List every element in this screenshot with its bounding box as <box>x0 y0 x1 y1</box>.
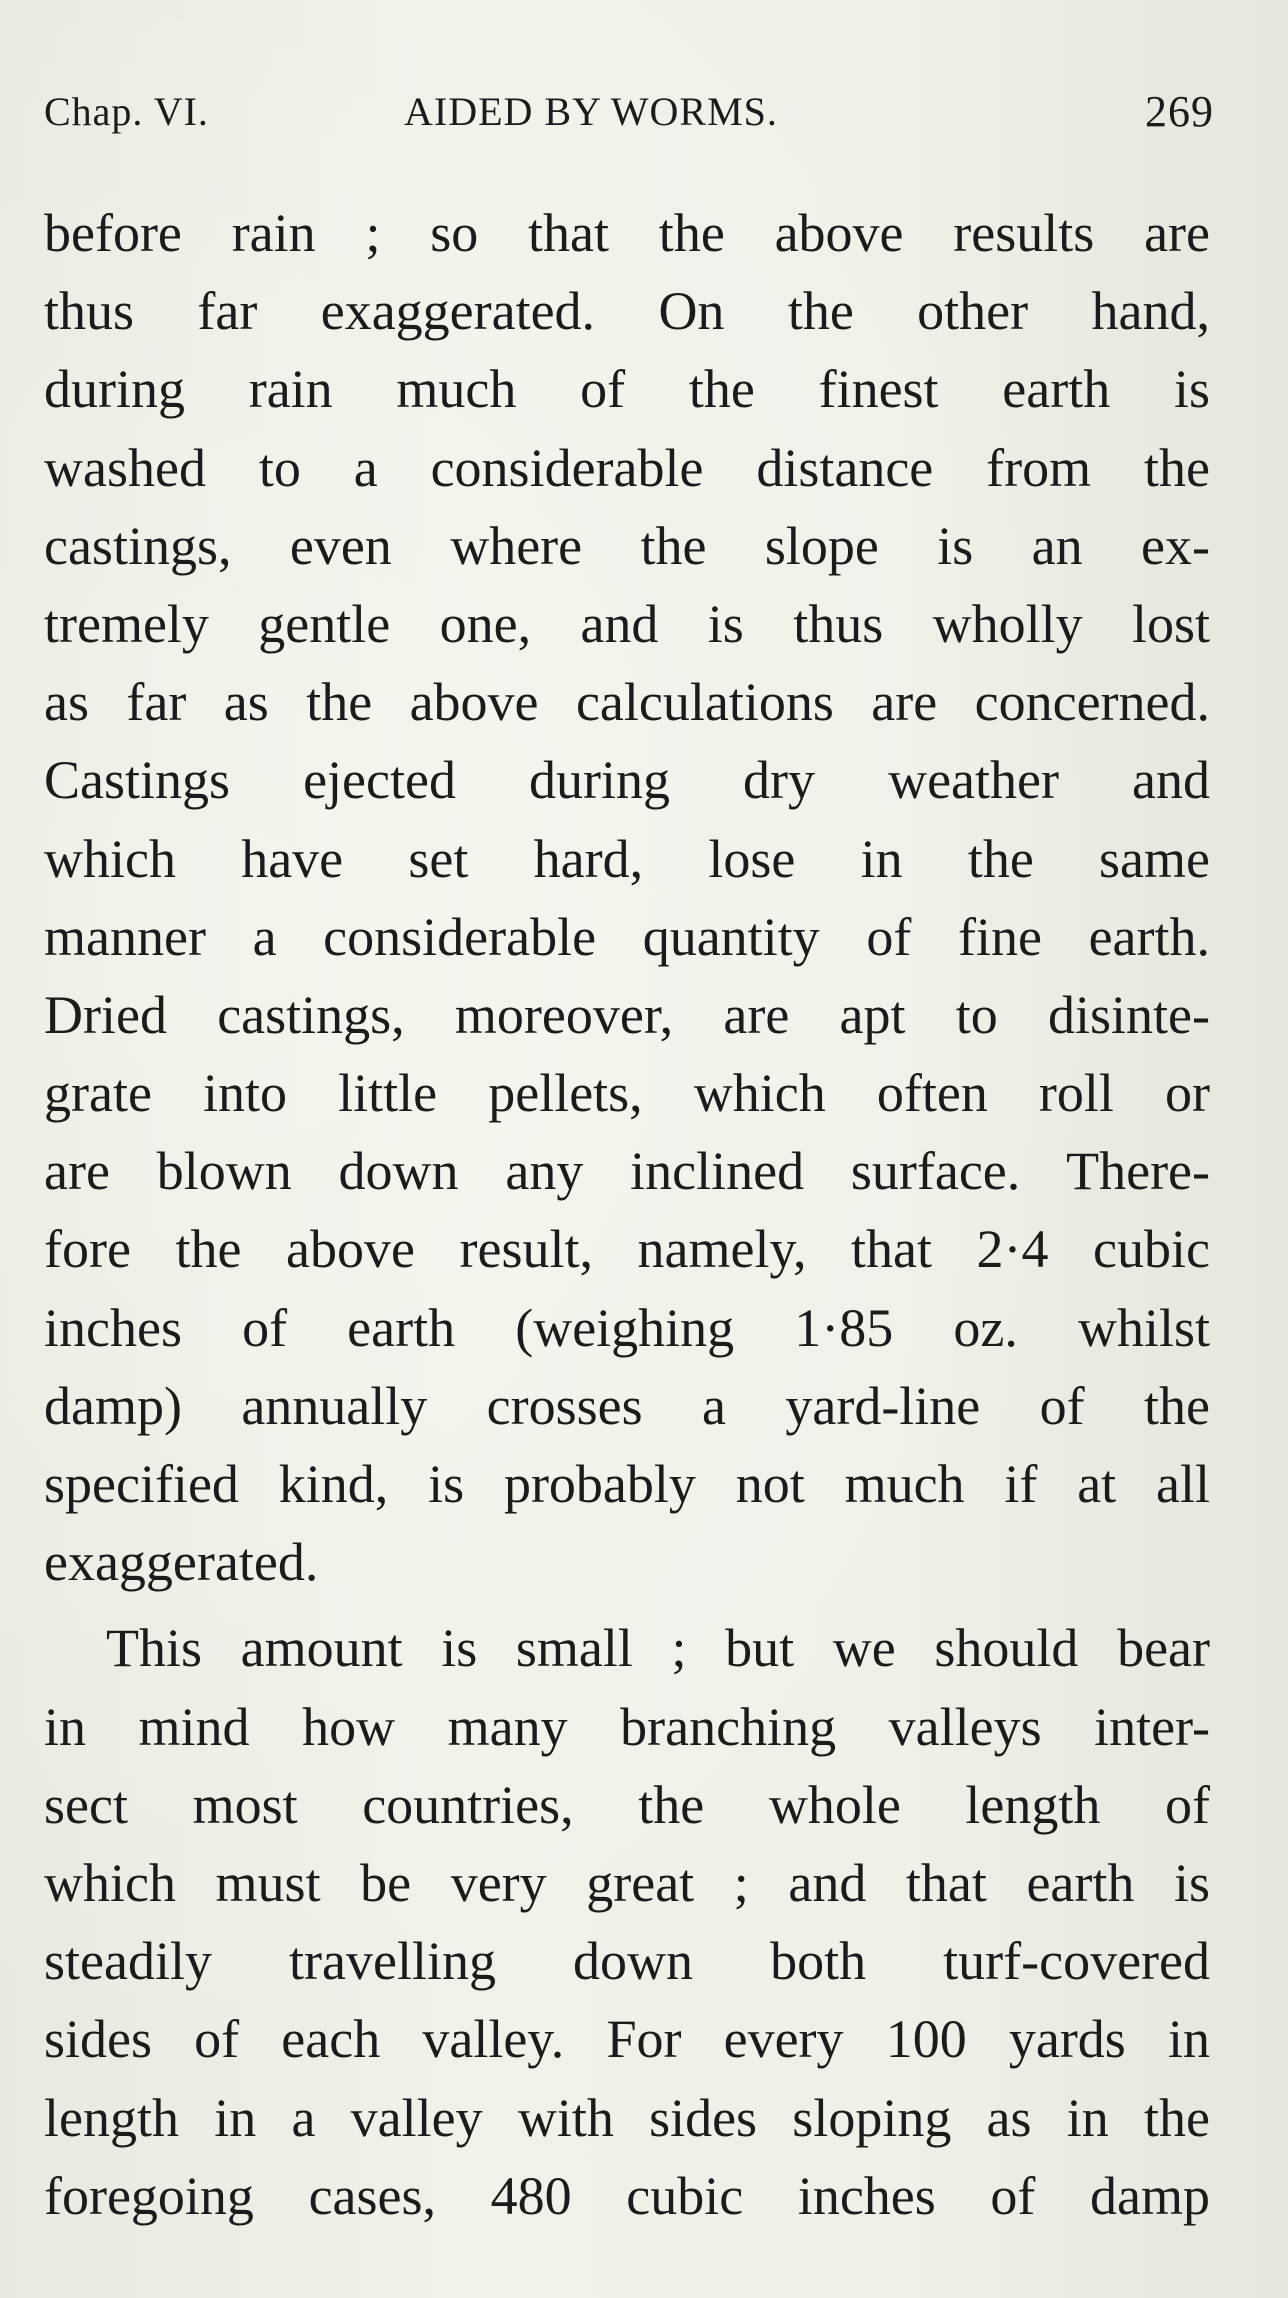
text-line: thus far exaggerated. On the other hand, <box>44 281 1210 342</box>
text-line: are blown down any inclined surface. There- <box>44 1141 1210 1202</box>
text-line: which have set hard, lose in the same <box>44 828 1210 889</box>
text-line: fore the above result, namely, that 2·4 cubic <box>44 1219 1210 1280</box>
text-line: before rain ; so that the above results are <box>44 203 1210 263</box>
page-number: 269 <box>1145 87 1214 136</box>
text-line: castings, even where the slope is an ex- <box>44 515 1210 576</box>
text-line: foregoing cases, 480 cubic inches of damp <box>44 2165 1210 2226</box>
text-line: tremely gentle one, and is thus wholly lost <box>44 593 1210 654</box>
text-line: inches of earth (weighing 1·85 oz. whilst <box>44 1297 1210 1358</box>
text-line: sect most countries, the whole length of <box>44 1774 1210 1835</box>
running-title: AIDED BY WORMS. <box>404 89 778 134</box>
text-line: in mind how many branching valleys inter- <box>44 1696 1210 1757</box>
text-line: exaggerated. <box>44 1532 319 1593</box>
paragraph-2 <box>44 1609 1210 2235</box>
text-line: as far as the above calculations are concerned. <box>44 672 1210 733</box>
running-header <box>44 82 1214 142</box>
text-line: length in a valley with sides sloping as in the <box>44 2087 1210 2148</box>
text-line: washed to a considerable distance from the <box>44 437 1210 498</box>
body-text <box>44 194 1210 2235</box>
text-line: steadily travelling down both turf-covered <box>44 1931 1210 1992</box>
text-line: grate into little pellets, which often roll or <box>44 1063 1210 1124</box>
text-line: sides of each valley. For every 100 yards in <box>44 2009 1210 2070</box>
text-line: manner a considerable quantity of fine earth. <box>44 906 1210 967</box>
paragraph-1 <box>44 194 1210 1601</box>
text-line: Castings ejected during dry weather and <box>44 750 1210 811</box>
text-line: specified kind, is probably not much if at all <box>44 1454 1210 1514</box>
text-line: which must be very great ; and that earth is <box>44 1852 1210 1913</box>
paragraph-gap <box>44 1601 1210 1609</box>
text-line: This amount is small ; but we should bear <box>106 1618 1210 1679</box>
text-line: during rain much of the finest earth is <box>44 359 1210 420</box>
text-line: damp) annually crosses a yard-line of the <box>44 1375 1210 1436</box>
text-line: Dried castings, moreover, are apt to disinte- <box>44 984 1210 1045</box>
chapter-label: Chap. VI. <box>44 89 209 134</box>
